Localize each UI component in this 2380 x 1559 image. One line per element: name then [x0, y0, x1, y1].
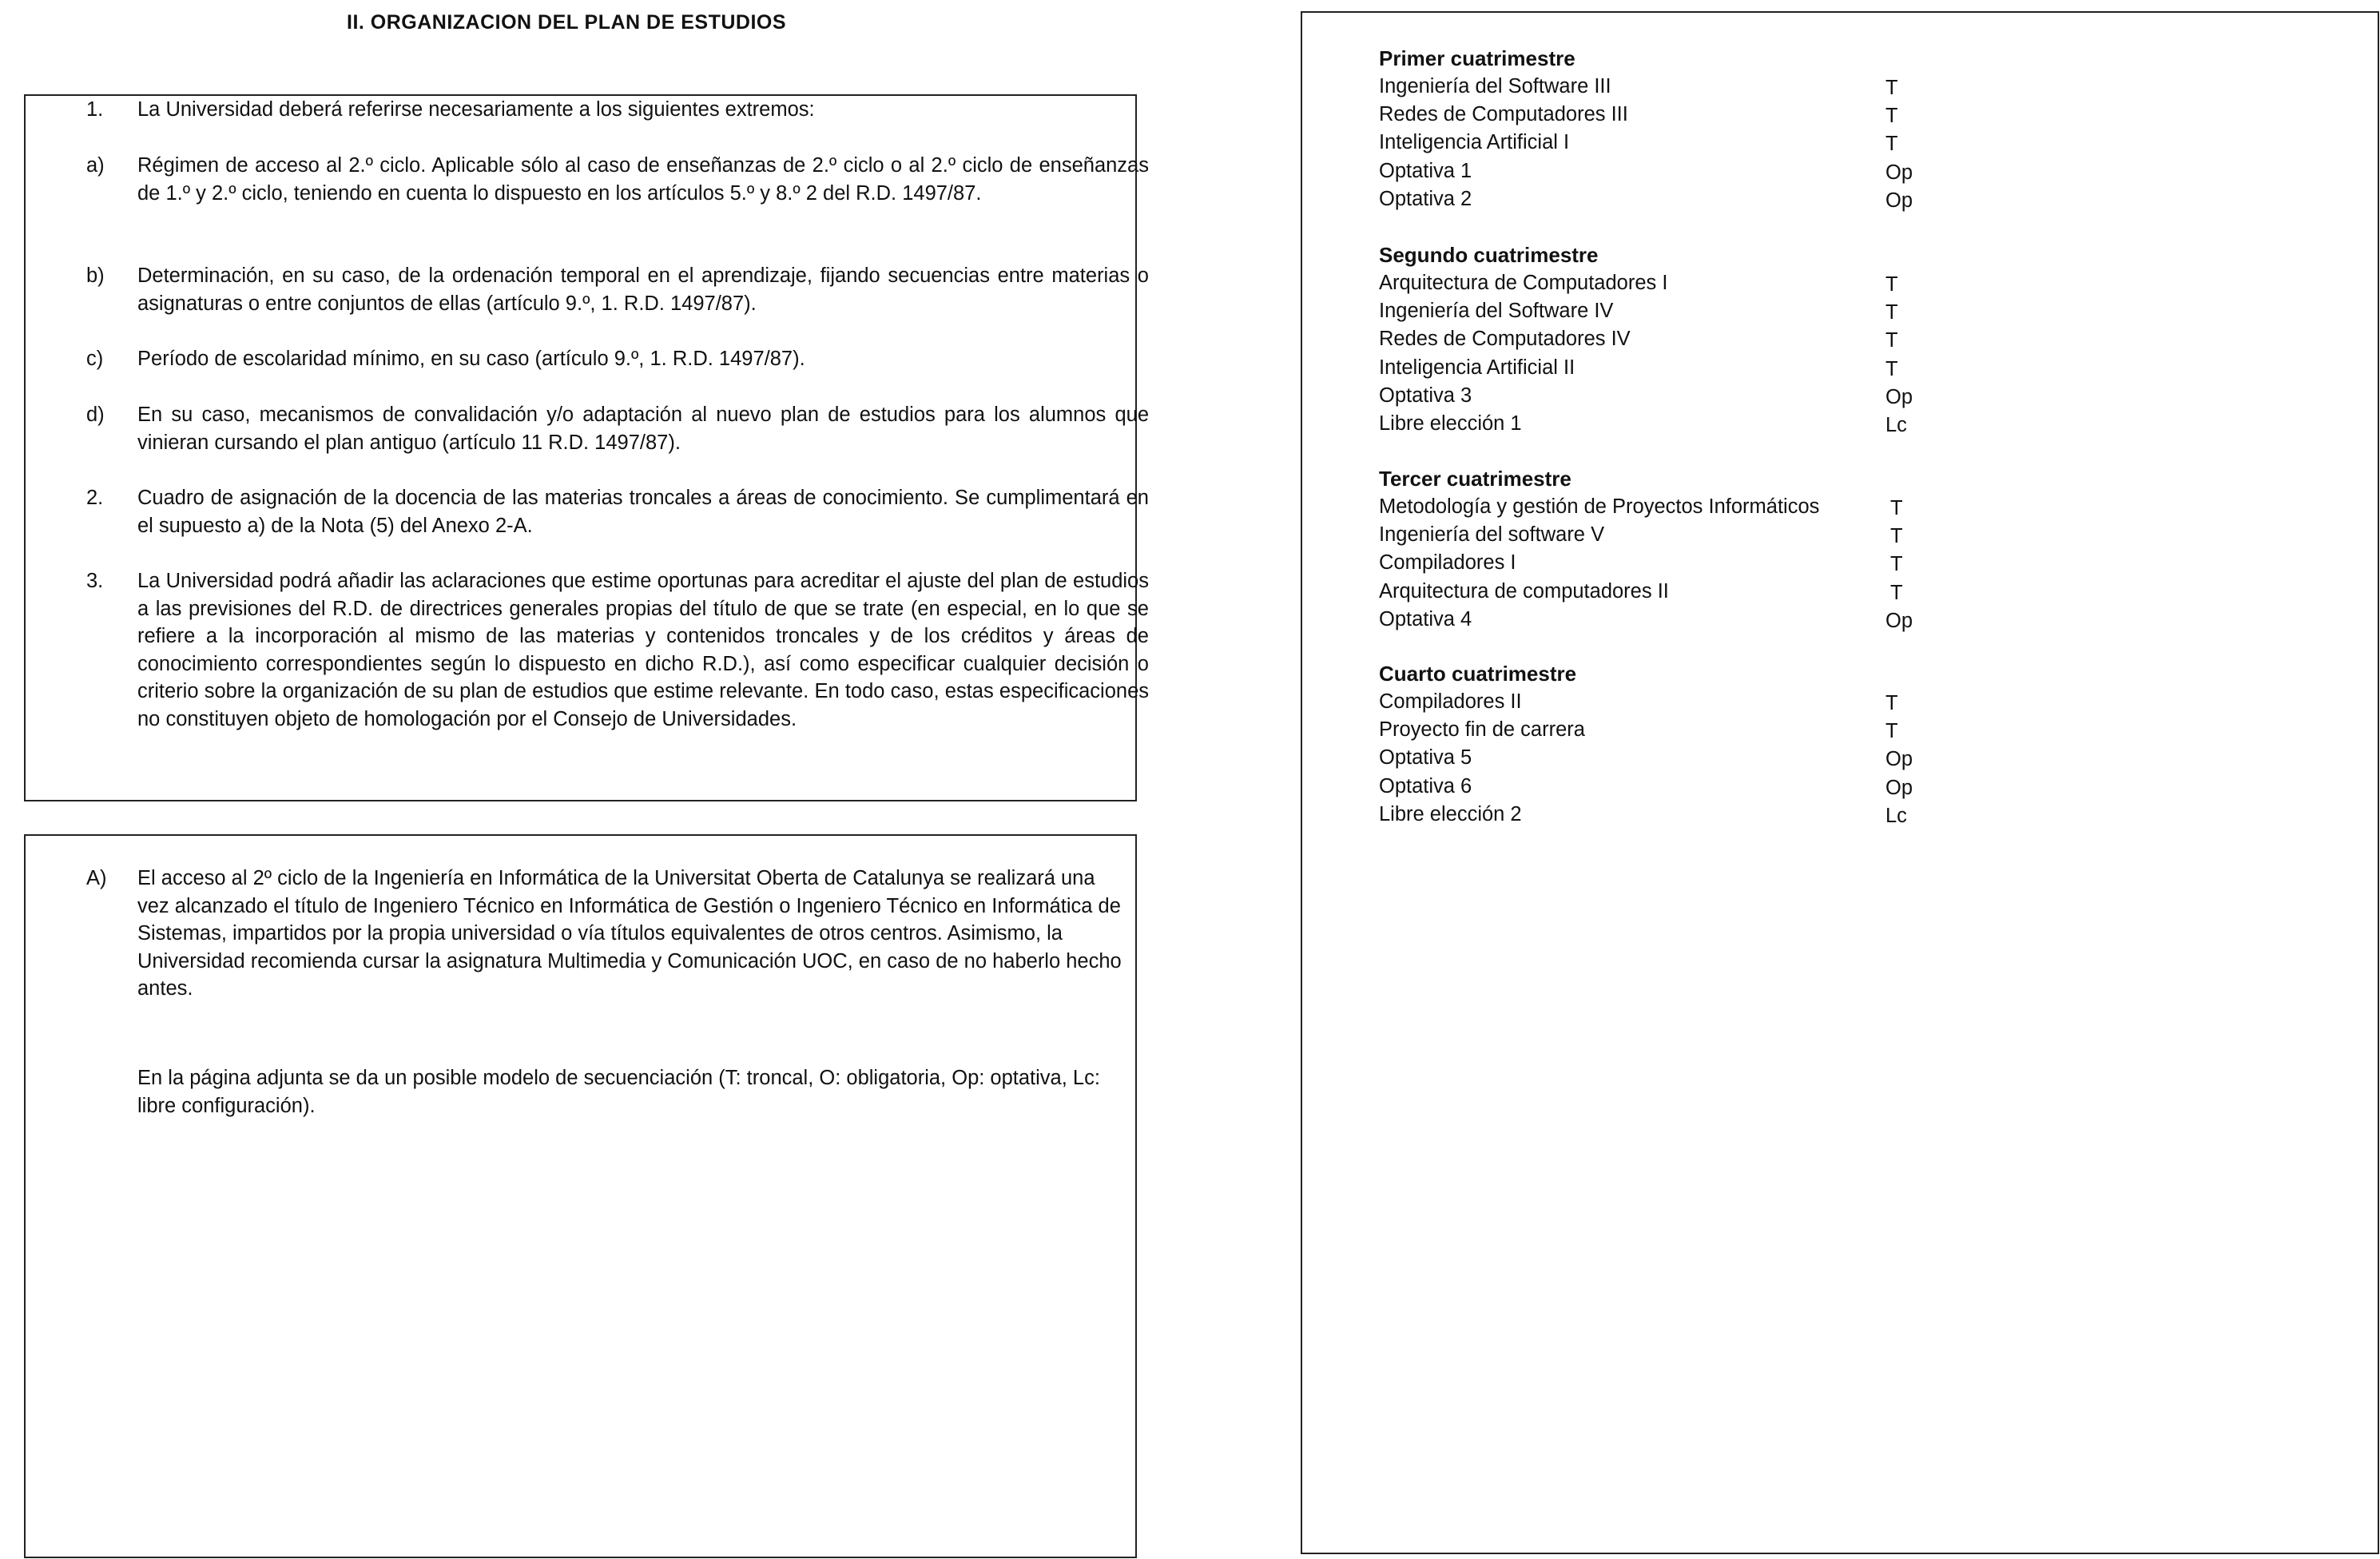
course-type: T	[1890, 553, 1903, 576]
course-type: Op	[1885, 609, 1913, 632]
course-type: T	[1890, 581, 1903, 604]
course-row	[1379, 354, 1938, 382]
requirement-marker: c)	[86, 348, 104, 370]
course-type: Lc	[1885, 413, 1907, 436]
course-type: T	[1885, 720, 1898, 743]
course-name: Ingeniería del software V	[1379, 523, 1605, 547]
course-type: Op	[1885, 189, 1913, 212]
requirement-marker: 3.	[86, 570, 104, 592]
course-row	[1379, 382, 1938, 410]
semester-title: Segundo cuatrimestre	[1379, 243, 1599, 267]
course-name: Optativa 5	[1379, 746, 1472, 770]
requirement-text: Período de escolaridad mínimo, en su caso (artículo 9.º, 1. R.D. 1497/87).	[137, 348, 805, 370]
course-row	[1379, 325, 1938, 353]
access-text: El acceso al 2º ciclo de la Ingeniería en Informática de la Universitat Oberta de Catalunya se realizará una vez alcanzado el título de Ingeniero Técnico en Informática de Gestión o Ingeniero Técnico en Informática de Sistemas, impartidos por la propia universidad o vía títulos equivalentes de otros centros. Asimismo, la Universidad recomienda cursar la asignatura Multimedia y Comunicación UOC, en caso de no haberlo hecho antes.	[137, 867, 1122, 1000]
course-type: T	[1885, 133, 1898, 156]
course-name: Optativa 6	[1379, 774, 1472, 797]
course-name: Redes de Computadores IV	[1379, 328, 1631, 351]
course-row	[1379, 521, 1938, 549]
page-title: II. ORGANIZACION DEL PLAN DE ESTUDIOS	[347, 11, 787, 34]
requirement-text: La Universidad podrá añadir las aclaraciones que estime oportunas para acreditar el ajuste del plan de estudios a las previsiones del R.D. de directrices generales propias del título de que se trate (en especial, en lo que se refiere a la incorporación al mismo de las materias y contenidos troncales y de los créditos y áreas de conocimiento correspondientes según lo dispuesto en dicho R.D.), así como especificar cualquier decisión o criterio sobre la organización de su plan de estudios que estime relevante. En todo caso, estas especificaciones no constituyen objeto de homologación por el Consejo de Universidades.	[137, 570, 1149, 730]
requirement-text: Determinación, en su caso, de la ordenación temporal en el aprendizaje, fijando secuencias entre materias o asignaturas o entre conjuntos de ellas (artículo 9.º, 1. R.D. 1497/87).	[137, 264, 1149, 315]
access-box	[24, 834, 1137, 1558]
course-row	[1379, 101, 1938, 129]
course-type: T	[1885, 273, 1898, 296]
course-type: Op	[1885, 748, 1913, 771]
sequence-box	[1301, 11, 2379, 1554]
course-type: Op	[1885, 776, 1913, 799]
course-type: T	[1885, 692, 1898, 714]
course-row	[1379, 773, 1938, 801]
course-name: Arquitectura de Computadores I	[1379, 272, 1668, 294]
course-row	[1379, 269, 1938, 297]
course-name: Inteligencia Artificial I	[1379, 131, 1570, 154]
course-name: Arquitectura de computadores II	[1379, 579, 1669, 603]
access-marker: A)	[86, 867, 107, 889]
course-row	[1379, 73, 1938, 101]
requirement-marker: d)	[86, 404, 105, 426]
course-row	[1379, 688, 1938, 716]
requirement-text: Cuadro de asignación de la docencia de las materias troncales a áreas de conocimiento. Se cumplimentará en el supuesto a) de la Nota (5) del Anexo 2-A.	[137, 487, 1149, 537]
semester-block-1	[1379, 45, 1938, 213]
course-name: Inteligencia Artificial II	[1379, 356, 1575, 379]
course-type: T	[1885, 357, 1898, 380]
course-type: T	[1885, 77, 1898, 99]
requirement-text: En su caso, mecanismos de convalidación y/o adaptación al nuevo plan de estudios para los alumnos que vinieran cursando el plan antiguo (artículo 11 R.D. 1497/87).	[137, 404, 1149, 454]
semester-title: Tercer cuatrimestre	[1379, 467, 1571, 491]
semester-title: Cuarto cuatrimestre	[1379, 662, 1577, 686]
semester-block-4	[1379, 660, 1938, 829]
course-row	[1379, 549, 1938, 577]
course-type: T	[1885, 301, 1898, 324]
course-name: Proyecto fin de carrera	[1379, 718, 1585, 742]
requirement-marker: b)	[86, 264, 105, 287]
course-row	[1379, 801, 1938, 829]
course-type: Op	[1885, 385, 1913, 408]
course-type: T	[1885, 105, 1898, 128]
course-name: Optativa 1	[1379, 159, 1472, 182]
course-row	[1379, 493, 1938, 521]
requirements-box	[24, 94, 1149, 801]
course-name: Compiladores I	[1379, 551, 1516, 575]
course-type: Lc	[1885, 804, 1907, 827]
course-name: Ingeniería del Software IV	[1379, 300, 1614, 323]
requirement-marker: 1.	[86, 98, 104, 121]
course-name: Libre elección 1	[1379, 412, 1522, 435]
sequence-note-text: En la página adjunta se da un posible modelo de secuenciación (T: troncal, O: obligatoria, Op: optativa, Lc: libre configuración).	[137, 1067, 1100, 1117]
course-name: Redes de Computadores III	[1379, 103, 1628, 126]
semester-block-2	[1379, 241, 1938, 438]
requirement-marker: a)	[86, 154, 105, 177]
course-name: Libre elección 2	[1379, 802, 1522, 825]
course-row	[1379, 578, 1938, 606]
course-name: Optativa 4	[1379, 607, 1472, 630]
requirement-text: Régimen de acceso al 2.º ciclo. Aplicable sólo al caso de enseñanzas de 2.º ciclo o al 2.º ciclo de enseñanzas de 1.º y 2.º ciclo, teniendo en cuenta lo dispuesto en los artículos 5.º y 8.º 2 del R.D. 1497/87.	[137, 154, 1149, 205]
course-row	[1379, 297, 1938, 325]
course-name: Ingeniería del Software III	[1379, 75, 1611, 97]
course-name: Optativa 2	[1379, 187, 1472, 210]
semester-title: Primer cuatrimestre	[1379, 46, 1575, 70]
course-row	[1379, 716, 1938, 744]
course-row	[1379, 744, 1938, 772]
course-row	[1379, 410, 1938, 438]
course-type: T	[1890, 497, 1903, 519]
course-name: Optativa 3	[1379, 384, 1472, 407]
course-type: T	[1890, 525, 1903, 548]
course-row	[1379, 129, 1938, 157]
requirement-marker: 2.	[86, 487, 104, 509]
course-name: Compiladores II	[1379, 690, 1522, 713]
course-row	[1379, 606, 1938, 634]
course-row	[1379, 157, 1938, 185]
requirement-text: La Universidad deberá referirse necesariamente a los siguientes extremos:	[137, 98, 815, 121]
course-type: T	[1885, 329, 1898, 352]
course-type: Op	[1885, 161, 1913, 184]
course-name: Metodología y gestión de Proyectos Informáticos	[1379, 495, 1820, 518]
semester-block-3	[1379, 465, 1938, 634]
course-row	[1379, 185, 1938, 213]
